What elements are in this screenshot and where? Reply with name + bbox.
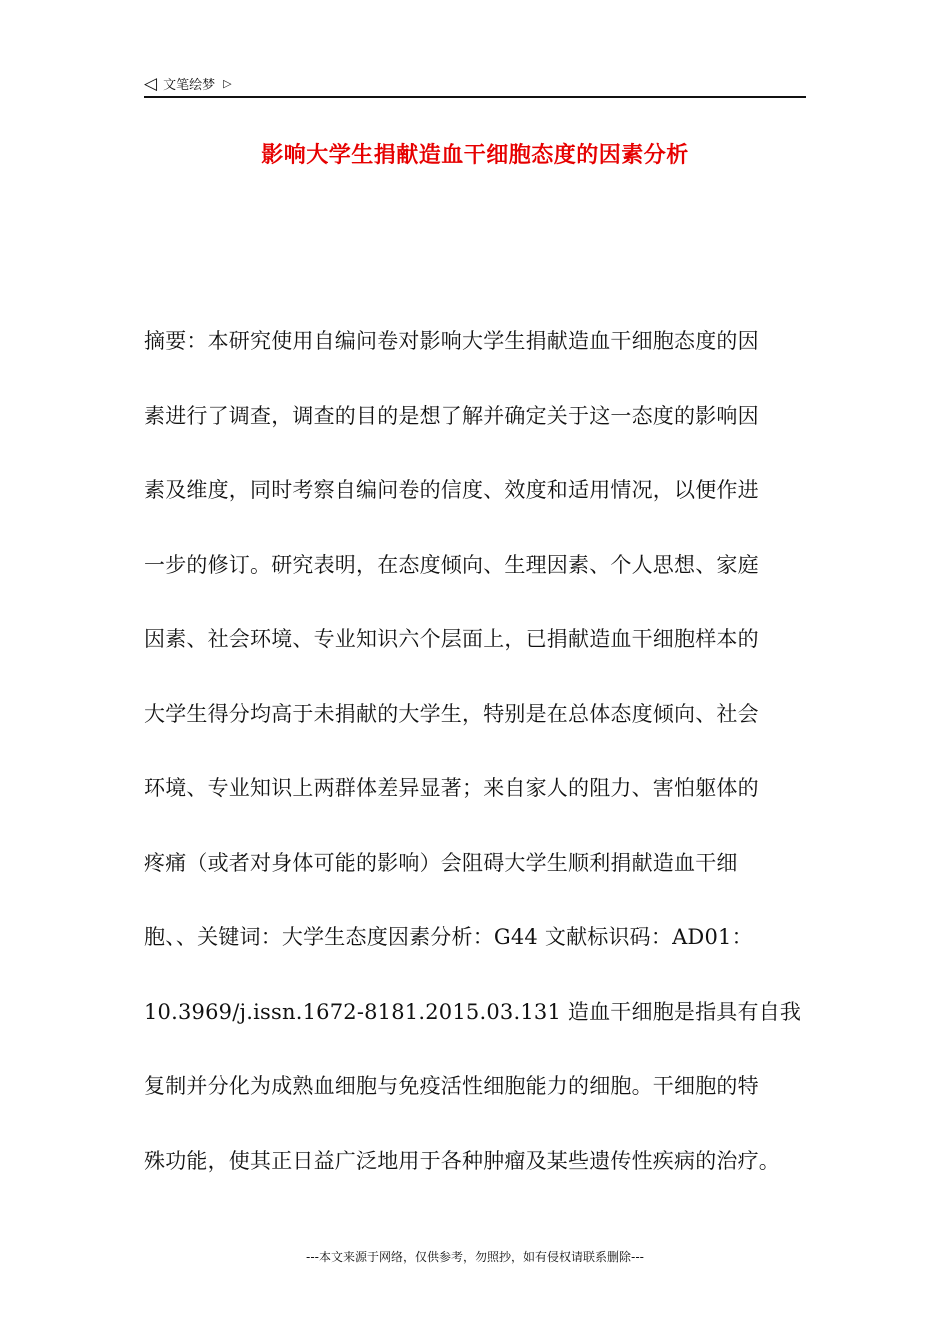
body-line: 素及维度，同时考察自编问卷的信度、效度和适用情况，以便作进: [144, 478, 759, 502]
body-line: 摘要：本研究使用自编问卷对影响大学生捐献造血干细胞态度的因: [144, 329, 759, 353]
page-footer: ---本文来源于网络，仅供参考，勿照抄，如有侵权请联系删除---: [306, 1250, 644, 1264]
document-body: [144, 323, 808, 1217]
triangle-right-icon: ▷: [223, 76, 232, 90]
header-brand: [144, 74, 232, 93]
body-line: 素进行了调查，调查的目的是想了解并确定关于这一态度的影响因: [144, 403, 759, 428]
body-line: 胞、、关键词：大学生态度因素分析：G44 文献标识码：AD01：: [144, 925, 753, 949]
body-line: 环境、专业知识上两群体差异显著；来自家人的阻力、害怕躯体的: [144, 776, 759, 800]
body-line: 大学生得分均高于未捐献的大学生，特别是在总体态度倾向、社会: [144, 701, 759, 726]
brand-name: 文笔绘梦: [163, 78, 216, 93]
body-line: 殊功能，使其正日益广泛地用于各种肿瘤及某些遗传性疾病的治疗。: [144, 1148, 780, 1173]
body-line: 10.3969/j.issn.1672-8181.2015.03.131 造血干细胞是指具有自我: [144, 999, 802, 1024]
document-title: 影响大学生捐献造血干细胞态度的因素分析: [261, 143, 689, 168]
triangle-left-icon: ◁: [144, 73, 158, 94]
body-line: 一步的修订。研究表明，在态度倾向、生理因素、个人思想、家庭: [144, 552, 759, 577]
body-line: 因素、社会环境、专业知识六个层面上，已捐献造血干细胞样本的: [144, 627, 759, 651]
body-line: 复制并分化为成熟血细胞与免疫活性细胞能力的细胞。干细胞的特: [144, 1074, 759, 1098]
page-header: [144, 72, 806, 98]
body-line: 疼痛（或者对身体可能的影响）会阻碍大学生顺利捐献造血干细: [144, 850, 738, 875]
